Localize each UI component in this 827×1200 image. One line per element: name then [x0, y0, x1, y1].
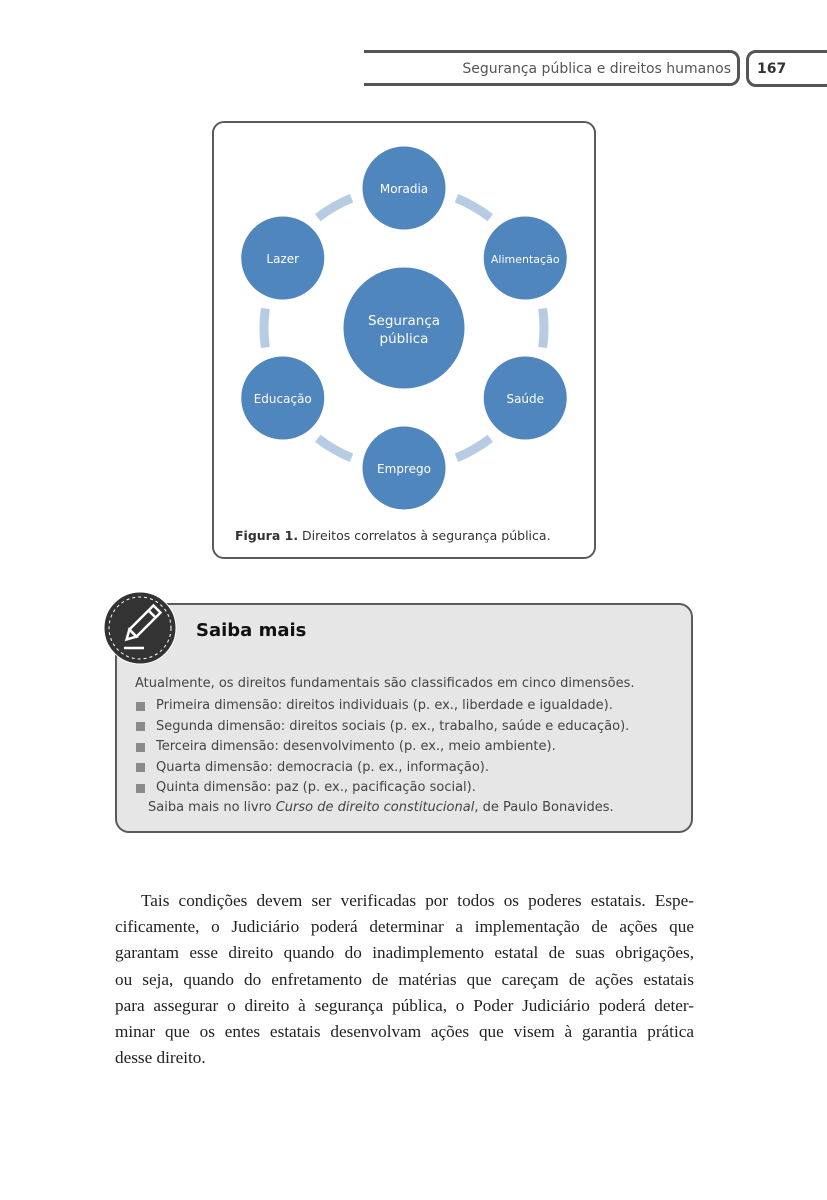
paragraph-line: desse direito.	[115, 1048, 206, 1068]
bullet-square	[136, 784, 145, 793]
ring-segment	[318, 438, 352, 457]
node-label: Alimentação	[490, 253, 560, 266]
dimensions-list	[136, 696, 629, 799]
bullet-square	[136, 743, 145, 752]
ring-segment	[456, 438, 490, 457]
center-node	[342, 266, 466, 390]
bullet-square	[136, 702, 145, 711]
figure-caption	[235, 528, 551, 543]
figure-caption-text: Direitos correlatos à segurança pública.	[298, 528, 551, 543]
center-label-line1: Segurança	[367, 313, 441, 329]
paragraph-line: minar que os entes estatais desenvolvam ações que visem à garantia prática	[115, 1022, 694, 1042]
ring-segment	[543, 309, 544, 348]
ring-segment	[456, 198, 490, 217]
pencil-icon	[102, 590, 178, 666]
page-number: 167	[757, 61, 787, 77]
paragraph-line: ou seja, quando do enfretamento de matérias que careçam de ações estatais	[115, 969, 694, 989]
list-item: Quinta dimensão: paz (p. ex., pacificação social).	[136, 778, 629, 799]
list-item: Quarta dimensão: democracia (p. ex., informação).	[136, 758, 629, 779]
paragraph-line: Tais condições devem ser verificadas por todos os poderes estatais. Espe-	[141, 891, 694, 910]
book-reference: Saiba mais no livro Curso de direito constitucional, de Paulo Bonavides.	[148, 800, 614, 815]
node-label: Lazer	[266, 252, 300, 266]
saiba-mais-title: Saiba mais	[196, 620, 307, 641]
node-label: Moradia	[379, 182, 429, 196]
running-title: Segurança pública e direitos humanos	[462, 61, 731, 77]
node-label: Educação	[253, 392, 312, 406]
bullet-square	[136, 722, 145, 731]
list-item: Terceira dimensão: desenvolvimento (p. ex., meio ambiente).	[136, 737, 629, 758]
paragraph-line: para assegurar o direito à segurança pública, o Poder Judiciário poderá deter-	[115, 995, 694, 1015]
ring-segment	[264, 309, 265, 348]
bullet-square	[136, 763, 145, 772]
figure-caption-label: Figura 1.	[235, 528, 299, 543]
book-title: Curso de direito constitucional	[275, 800, 475, 815]
paragraph-line: cificamente, o Judiciário poderá determinar a implementação de ações que	[115, 917, 694, 937]
ring-segment	[318, 198, 352, 217]
list-item: Segunda dimensão: direitos sociais (p. ex., trabalho, saúde e educação).	[136, 717, 629, 738]
body-paragraph	[115, 888, 694, 1071]
node-label: Saúde	[506, 392, 545, 406]
node-label: Emprego	[377, 462, 431, 476]
list-item: Primeira dimensão: direitos individuais (p. ex., liberdade e igualdade).	[136, 696, 629, 717]
paragraph-line: garantam esse direito quando do inadimplemento estatal de suas obrigações,	[115, 943, 694, 963]
saiba-mais-intro: Atualmente, os direitos fundamentais são classificados em cinco dimensões.	[135, 676, 635, 691]
center-label-line2: pública	[379, 331, 429, 347]
